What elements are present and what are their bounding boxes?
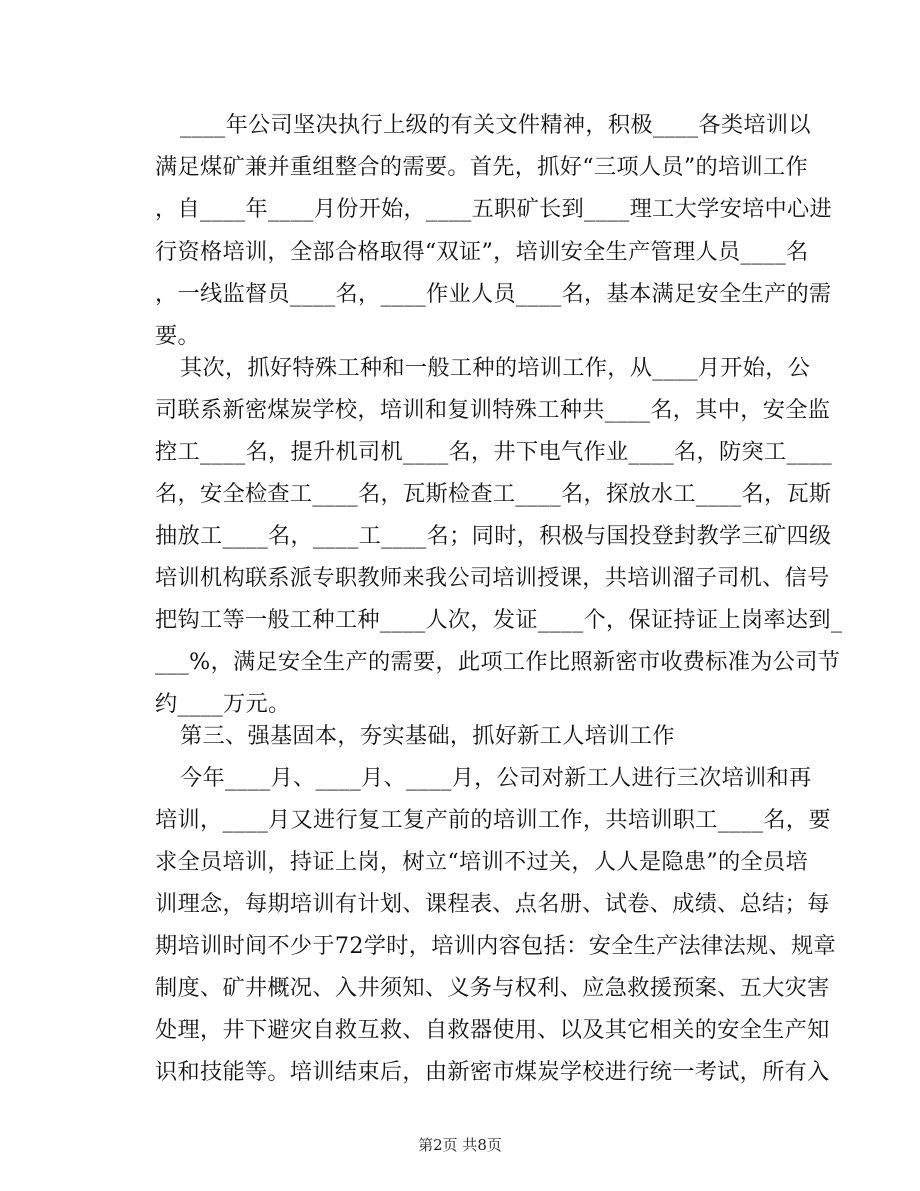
- paragraph-4-line-3: 求全员培训，持证上岗，树立“培训不过关，人人是隐患”的全员培: [155, 849, 808, 875]
- paragraph-1-line-1: ____年公司坚决执行上级的有关文件精神，积极____各类培训以: [180, 112, 811, 138]
- paragraph-4-line-8: 识和技能等。培训结束后，由新密市煤炭学校进行统一考试，所有入: [155, 1059, 830, 1085]
- paragraph-4-line-6: 制度、矿井概况、入井须知、义务与权利、应急救援预案、五大灾害: [155, 975, 830, 1001]
- page-footer-page-number: 第2页 共8页: [418, 1136, 502, 1154]
- paragraph-4-line-4: 训理念，每期培训有计划、课程表、点名册、试卷、成绩、总结；每: [155, 891, 830, 917]
- paragraph-1-line-5: ，一线监督员____名，____作业人员____名，基本满足安全生产的需: [155, 281, 832, 307]
- paragraph-2-line-6: 培训机构联系派专职教师来我公司培训授课，共培训溜子司机、信号: [155, 565, 830, 591]
- paragraph-1-line-2: 满足煤矿兼并重组整合的需要。首先，抓好“三项人员”的培训工作: [155, 154, 808, 180]
- paragraph-4-line-5: 期培训时间不少于72学时，培训内容包括：安全生产法律法规、规章: [155, 933, 836, 959]
- paragraph-1-line-6: 要。: [155, 323, 200, 349]
- paragraph-4-line-1: 今年____月、____月、____月，公司对新工人进行三次培训和再: [180, 765, 812, 791]
- paragraph-2-line-2: 司联系新密煤炭学校，培训和复训特殊工种共____名，其中，安全监: [155, 397, 831, 423]
- paragraph-2-line-9: 约____万元。: [155, 691, 291, 717]
- section-heading-new-worker-training: 第三、强基固本，夯实基础，抓好新工人培训工作: [180, 723, 675, 749]
- paragraph-2-line-1: 其次，抓好特殊工种和一般工种的培训工作，从____月开始，公: [180, 355, 811, 381]
- paragraph-2-line-5: 抽放工____名，____工____名；同时，积极与国投登封教学三矿四级: [155, 523, 832, 549]
- paragraph-4-line-2: 培训，____月又进行复工复产前的培训工作，共培训职工____名，要: [155, 807, 831, 833]
- paragraph-2-line-8: ___%，满足安全生产的需要，此项工作比照新密市收费标准为公司节: [155, 649, 841, 675]
- paragraph-1-line-4: 行资格培训，全部合格取得“双证”，培训安全生产管理人员____名: [155, 239, 809, 265]
- paragraph-4-line-7: 处理，井下避灾自救互救、自救器使用、以及其它相关的安全生产知: [155, 1017, 830, 1043]
- paragraph-2-line-4: 名，安全检查工____名，瓦斯检查工____名，探放水工____名，瓦斯: [155, 481, 832, 507]
- paragraph-2-line-3: 控工____名，提升机司机____名，井下电气作业____名，防突工____: [155, 439, 833, 465]
- paragraph-2-line-7: 把钩工等一般工种工种____人次，发证____个，保证持证上岗率达到_: [155, 607, 843, 633]
- paragraph-1-line-3: ，自____年____月份开始，____五职矿长到____理工大学安培中心进: [155, 196, 833, 222]
